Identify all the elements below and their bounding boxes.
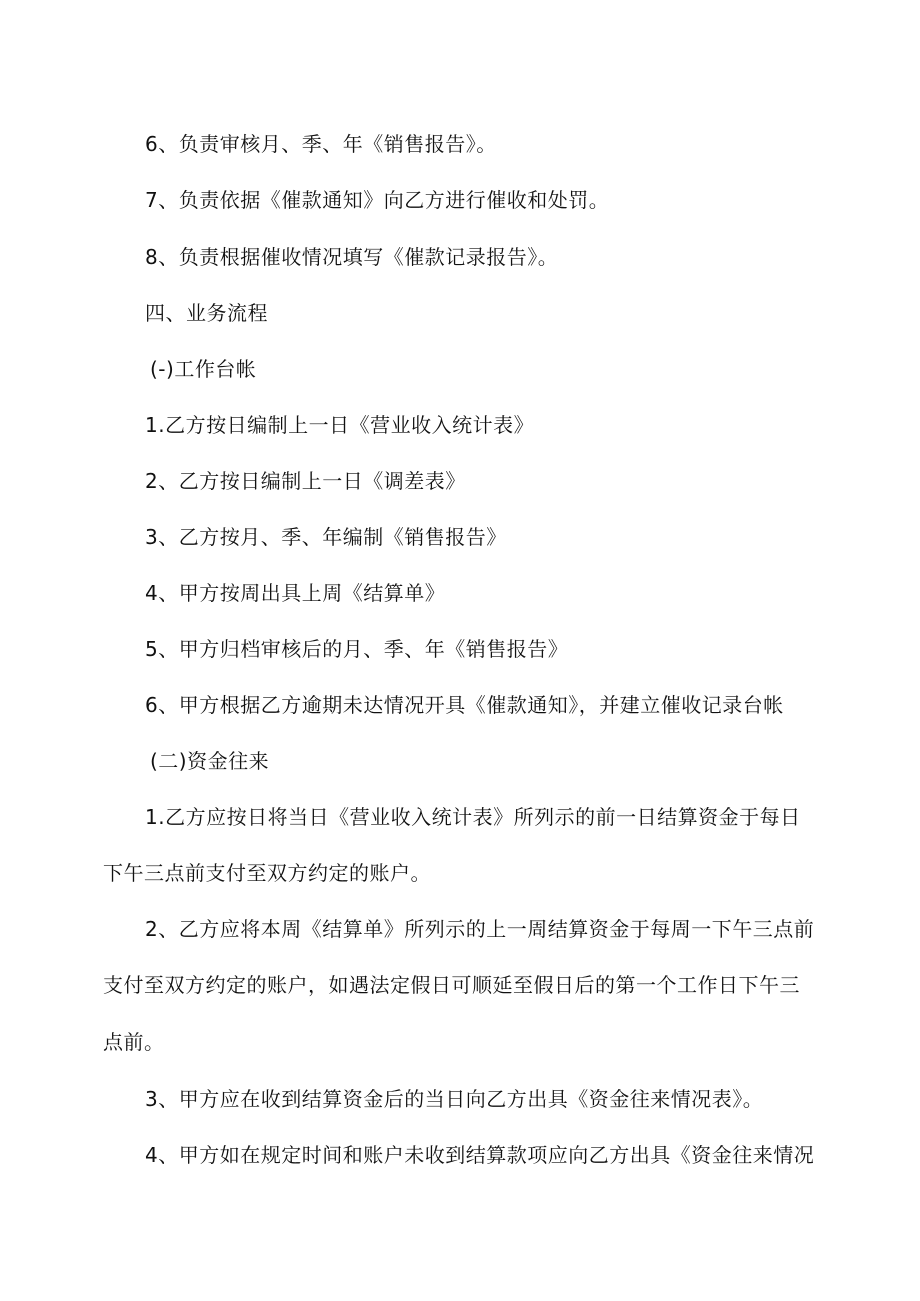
fund-item-2-line-1: 2、乙方应将本周《结算单》所列示的上一周结算资金于每周一下午三点前: [145, 917, 815, 941]
section-heading-business-process: 四、业务流程: [145, 301, 268, 325]
duty-item-8: 8、负责根据催收情况填写《催款记录报告》。: [145, 245, 559, 269]
fund-item-1-line-2: 下午三点前支付至双方约定的账户。: [103, 861, 431, 885]
ledger-item-2: 2、乙方按日编制上一日《调差表》: [145, 469, 466, 493]
ledger-item-6: 6、甲方根据乙方逾期未达情况开具《催款通知》，并建立催收记录台帐: [145, 693, 784, 717]
fund-item-1-line-1: 1.乙方应按日将当日《营业收入统计表》所列示的前一日结算资金于每日: [145, 805, 801, 829]
subsection-heading-fund-flow: (二)资金往来: [150, 749, 270, 773]
duty-item-7: 7、负责依据《催款通知》向乙方进行催收和处罚。: [145, 188, 610, 212]
fund-item-3: 3、甲方应在收到结算资金后的当日向乙方出具《资金往来情况表》。: [145, 1087, 764, 1111]
fund-item-2-line-3: 点前。: [103, 1030, 165, 1054]
ledger-item-1: 1.乙方按日编制上一日《营业收入统计表》: [145, 413, 535, 437]
fund-item-4-line-1: 4、甲方如在规定时间和账户未收到结算款项应向乙方出具《资金往来情况: [145, 1143, 815, 1167]
ledger-item-4: 4、甲方按周出具上周《结算单》: [145, 581, 446, 605]
duty-item-6: 6、负责审核月、季、年《销售报告》。: [145, 132, 497, 156]
ledger-item-3: 3、乙方按月、季、年编制《销售报告》: [145, 525, 507, 549]
subsection-heading-work-ledger: (-)工作台帐: [150, 357, 257, 381]
ledger-item-5: 5、甲方归档审核后的月、季、年《销售报告》: [145, 637, 569, 661]
fund-item-2-line-2: 支付至双方约定的账户，如遇法定假日可顺延至假日后的第一个工作日下午三: [103, 973, 800, 997]
